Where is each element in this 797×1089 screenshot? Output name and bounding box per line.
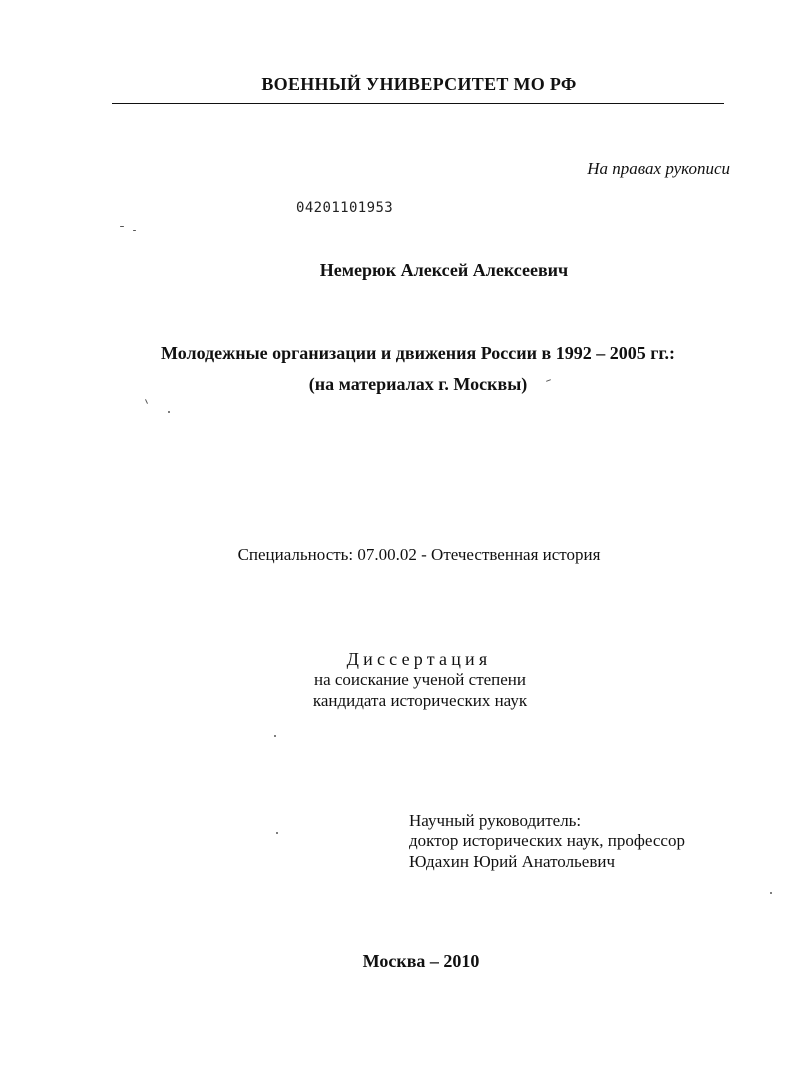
dissertation-title-line-2: (на материалах г. Москвы) bbox=[308, 374, 528, 394]
dissertation-title-line-1: Молодежные организации и движения России в 1992 – 2005 гг.: bbox=[160, 343, 676, 363]
scan-speck bbox=[770, 892, 772, 894]
city-and-year: Москва – 2010 bbox=[362, 951, 480, 971]
degree-purpose-line: на соискание ученой степени bbox=[313, 670, 527, 689]
catalog-number-stamp: 04201101953 bbox=[296, 200, 394, 216]
degree-name-line: кандидата исторических наук bbox=[312, 691, 528, 710]
document-type-heading: Диссертация bbox=[346, 649, 492, 669]
scan-speck bbox=[168, 411, 170, 413]
scan-speck bbox=[274, 735, 276, 737]
scan-speck bbox=[133, 230, 136, 231]
author-name: Немерюк Алексей Алексеевич bbox=[319, 260, 569, 280]
supervisor-name: Юдахин Юрий Анатольевич bbox=[409, 852, 616, 871]
supervisor-label: Научный руководитель: bbox=[409, 811, 582, 830]
supervisor-rank: доктор исторических наук, профессор bbox=[409, 831, 685, 850]
manuscript-rights-note: На правах рукописи bbox=[587, 159, 730, 178]
header-divider bbox=[112, 103, 724, 104]
specialty-line: Специальность: 07.00.02 - Отечественная история bbox=[237, 545, 601, 564]
university-name: ВОЕННЫЙ УНИВЕРСИТЕТ МО РФ bbox=[261, 74, 577, 94]
scan-speck bbox=[145, 399, 148, 404]
scan-speck bbox=[120, 226, 124, 227]
scan-speck bbox=[276, 832, 278, 834]
